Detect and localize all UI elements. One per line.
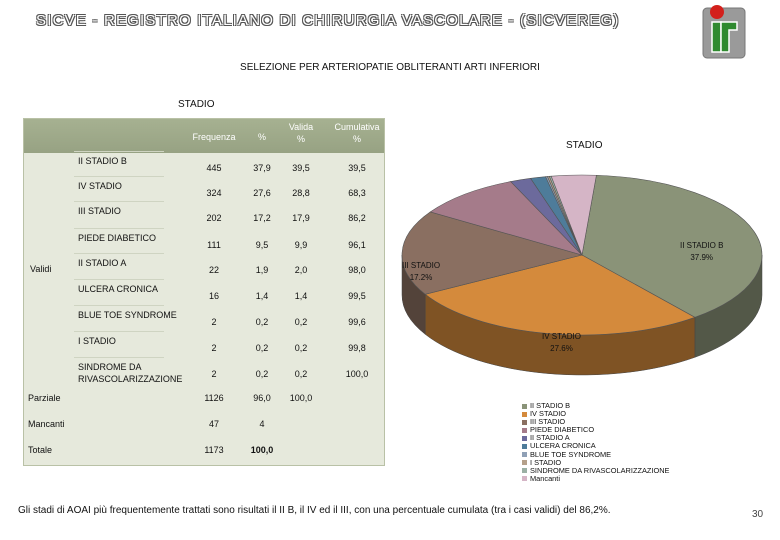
col-header-valida: Valida % [288,122,314,144]
col-header-frequenza: Frequenza [192,132,236,142]
cell-valid: 28,8 [292,188,310,198]
cell-freq: 2 [211,317,217,327]
cell-freq: 2 [211,343,217,353]
pie-data-label [680,240,723,264]
cell-cum: 39,5 [348,163,366,173]
cell-pct: 37,9 [253,163,271,173]
cell-freq: 202 [206,213,222,223]
row-label: III STADIO [78,206,121,216]
legend-label: I STADIO [530,457,562,467]
legend-label: II STADIO A [530,433,570,443]
legend-label: PIEDE DIABETICO [530,425,595,435]
legend-label: BLUE TOE SYNDROME [530,449,612,459]
legend-swatch [522,460,527,465]
pie-data-label [402,260,440,284]
cell-freq: 2 [211,369,217,379]
pie-data-label-name: IV STADIO [542,332,581,341]
main-title: SELEZIONE PER ARTERIOPATIE OBLITERANTI ARTI INFERIORI [240,62,540,73]
cell-pct: 27,6 [253,188,271,198]
cell-valid: 0,2 [294,369,308,379]
cell-pct: 0,2 [255,369,269,379]
summary-label: Mancanti [28,419,65,429]
legend-swatch [522,452,527,457]
cell-freq: 22 [208,265,219,275]
summary-freq: 1173 [204,445,224,455]
chart-legend [522,402,669,483]
cell-valid: 0,2 [294,343,308,353]
col-header-percent: % [257,132,266,142]
legend-swatch [522,428,527,433]
row-label: PIEDE DIABETICO [78,233,157,243]
legend-swatch [522,444,527,449]
cell-pct: 17,2 [253,213,271,223]
row-label: II STADIO B [78,156,127,166]
row-divider [74,253,164,254]
row-divider [74,305,164,306]
cell-valid: 1,4 [294,291,308,301]
legend-label: Mancanti [530,473,560,483]
legend-label: ULCERA CRONICA [530,441,596,451]
cell-freq: 445 [206,163,222,173]
summary-freq: 47 [208,419,219,429]
col-header-cumulativa: Cumulativa % [334,122,380,144]
row-divider [74,357,164,358]
cell-cum: 86,2 [348,213,366,223]
row-label: BLUE TOE SYNDROME [78,310,177,320]
chart-title: STADIO [566,140,603,151]
cell-valid: 17,9 [292,213,310,223]
legend-swatch [522,468,527,473]
cell-cum: 68,3 [348,188,366,198]
table-title: STADIO [178,99,215,110]
summary-pct: 96,0 [253,393,271,403]
page-number: 30 [752,509,764,520]
cell-cum: 98,0 [348,265,366,275]
cell-cum: 100,0 [345,369,369,379]
summary-label: Totale [28,445,53,455]
pie-data-label-name: II STADIO B [680,241,724,250]
cell-pct: 1,9 [255,265,269,275]
cell-valid: 2,0 [294,265,308,275]
footer-note: Gli stadi di AOAI più frequentemente trattati sono risultati il II B, il IV ed il III, con una percentuale cumulata (tra i casi validi) del 86,2%. [18,505,611,516]
row-divider [74,228,164,229]
legend-label: II STADIO B [530,401,571,410]
row-divider [74,331,164,332]
summary-label: Parziale [28,393,61,403]
pie-data-label-value: 37.9% [690,253,714,262]
cell-cum: 99,8 [348,343,366,353]
cell-pct: 0,2 [255,343,269,353]
row-label: IV STADIO [78,181,122,191]
legend-swatch [522,404,527,409]
summary-valid: 100,0 [289,393,313,403]
row-label: I STADIO [78,336,116,346]
cell-cum: 99,6 [348,317,366,327]
sicve-logo [700,0,748,60]
cell-pct: 9,5 [255,240,269,250]
legend-swatch [522,436,527,441]
cell-pct: 0,2 [255,317,269,327]
legend-label: IV STADIO [530,409,566,419]
legend-swatch [522,420,527,425]
pie-chart [392,160,772,400]
cell-valid: 39,5 [292,163,310,173]
legend-label: SINDROME DA RIVASCOLARIZZAZIONE [530,465,670,475]
pie-data-label-value: 17.2% [409,273,433,282]
summary-freq: 1126 [204,393,224,403]
cell-cum: 96,1 [348,240,366,250]
summary-pct: 100,0 [250,445,274,455]
legend-item [522,475,669,483]
frequency-table [23,118,385,466]
row-divider [74,176,164,177]
cell-freq: 111 [207,240,221,250]
cell-freq: 324 [206,188,222,198]
row-label: II STADIO A [78,258,127,268]
row-divider [74,151,164,152]
cell-pct: 1,4 [255,291,269,301]
row-label: ULCERA CRONICA [78,284,159,294]
cell-valid: 9,9 [294,240,308,250]
header-title: SICVE - REGISTRO ITALIANO DI CHIRURGIA VASCOLARE - (SICVEREG) [36,12,620,29]
legend-swatch [522,412,527,417]
pie-data-label-value: 27.6% [550,344,573,353]
row-divider [74,201,164,202]
pie-data-label-name: III STADIO [402,261,441,270]
summary-pct: 4 [259,419,265,429]
pie-data-label [542,331,581,355]
row-label: SINDROME DA RIVASCOLARIZZAZIONE [78,362,183,384]
cell-valid: 0,2 [294,317,308,327]
legend-swatch [522,476,527,481]
cell-cum: 99,5 [348,291,366,301]
cell-freq: 16 [208,291,219,301]
legend-label: III STADIO [530,417,566,427]
group-label-validi: Validi [30,264,52,274]
row-divider [74,279,164,280]
